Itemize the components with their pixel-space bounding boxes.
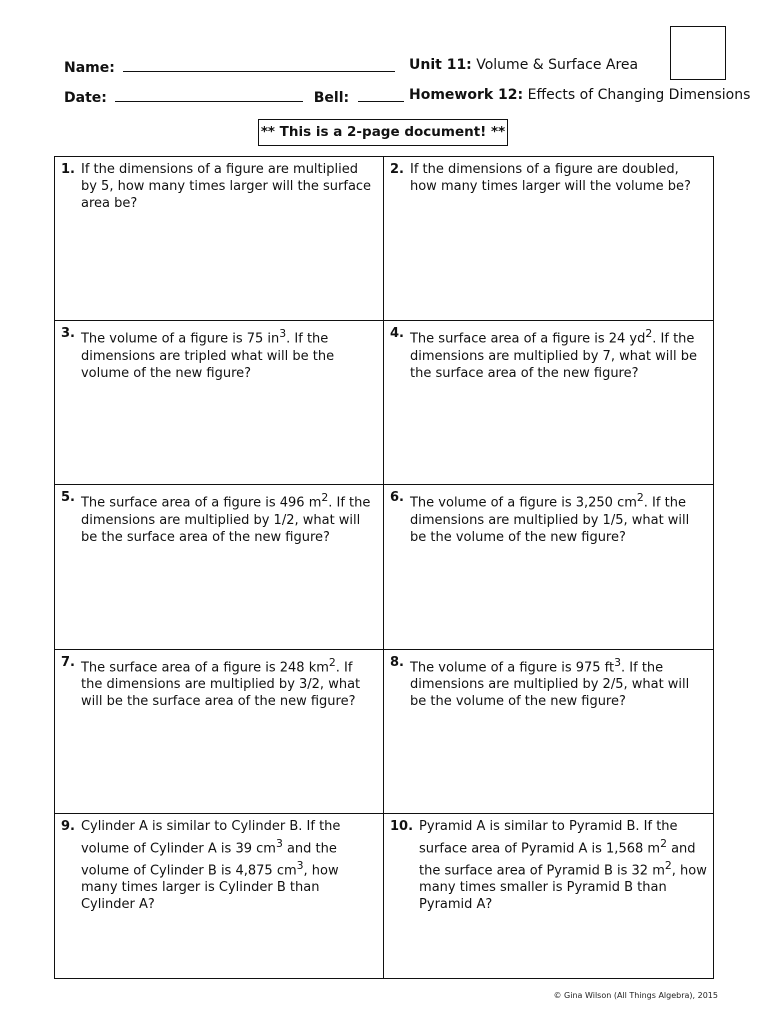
question-text: The surface area of a figure is 24 $yd^2$. If the dimensions are multiplied by 7, what will be the surface area of the new figure? [409,327,697,381]
question-number: 5. [61,490,75,506]
question-number: 1. [61,162,75,177]
name-field[interactable] [64,57,395,76]
name-blank[interactable] [123,57,395,72]
score-box[interactable] [670,26,726,80]
question-number: 4. [390,326,404,342]
question-cell-2[interactable] [384,157,713,321]
question-number: 10. [390,818,414,834]
date-blank[interactable] [115,87,303,102]
page-notice: ** This is a 2-page document! ** [258,119,508,146]
question-text: The surface area of a figure is 248 $km^2$. If the dimensions are multiplied by 3/2, what will be the surface area of the new figure? [80,655,361,709]
question-text: Pyramid A is similar to Pyramid B. If the surface area of Pyramid A is 1,568 $m^2$ and the surface area of Pyramid B is 32 $m^2$, how many times smaller is Pyramid B than Pyramid A? [419,818,707,913]
question-number: 3. [61,326,75,342]
question-cell-4[interactable] [384,321,713,485]
question-text: If the dimensions of a figure are doubled, how many times larger will the volume be? [409,162,691,194]
question-text: The volume of a figure is 975 $ft^3$. If the dimensions are multiplied by 2/5, what will be the volume of the new figure? [409,655,690,709]
question-cell-3[interactable] [55,321,384,485]
question-text: If the dimensions of a figure are multiplied by 5, how many times larger will the surface area be? [80,162,372,211]
homework-heading [409,87,750,103]
question-number: 7. [61,654,75,670]
question-grid [54,156,714,979]
bell-label: Bell: [313,90,350,106]
question-cell-9[interactable] [55,814,384,978]
bell-blank[interactable] [358,87,404,102]
question-cell-10[interactable] [384,814,713,978]
unit-label: Unit 11: [409,57,472,73]
question-cell-5[interactable] [55,485,384,649]
question-cell-7[interactable] [55,650,384,814]
name-label: Name: [64,60,115,76]
unit-title: Volume & Surface Area [476,57,639,73]
question-cell-1[interactable] [55,157,384,321]
question-text: The surface area of a figure is 496 $m^2$. If the dimensions are multiplied by 1/2, what will be the surface area of the new figure? [80,491,371,545]
question-number: 9. [61,818,75,834]
question-cell-6[interactable] [384,485,713,649]
date-field[interactable] [64,87,404,106]
question-cell-8[interactable] [384,650,713,814]
unit-heading [409,57,638,73]
homework-title: Effects of Changing Dimensions [527,87,751,103]
copyright-footer: © Gina Wilson (All Things Algebra), 2015 [553,991,718,1000]
date-label: Date: [64,90,107,106]
question-text: Cylinder A is similar to Cylinder B. If the volume of Cylinder A is 39 $cm^3$ and the volume of Cylinder B is 4,875 $cm^3$, how many times larger is Cylinder B than Cylinder A? [80,818,341,913]
question-number: 8. [390,654,404,670]
question-text: The volume of a figure is 3,250 $cm^2$. If the dimensions are multiplied by 1/5, what will be the volume of the new figure? [409,491,690,545]
question-text: The volume of a figure is 75 $in^3$. If the dimensions are tripled what will be the volume of the new figure? [80,327,335,381]
homework-label: Homework 12: [409,87,524,103]
question-number: 2. [390,162,404,177]
question-number: 6. [390,490,404,506]
